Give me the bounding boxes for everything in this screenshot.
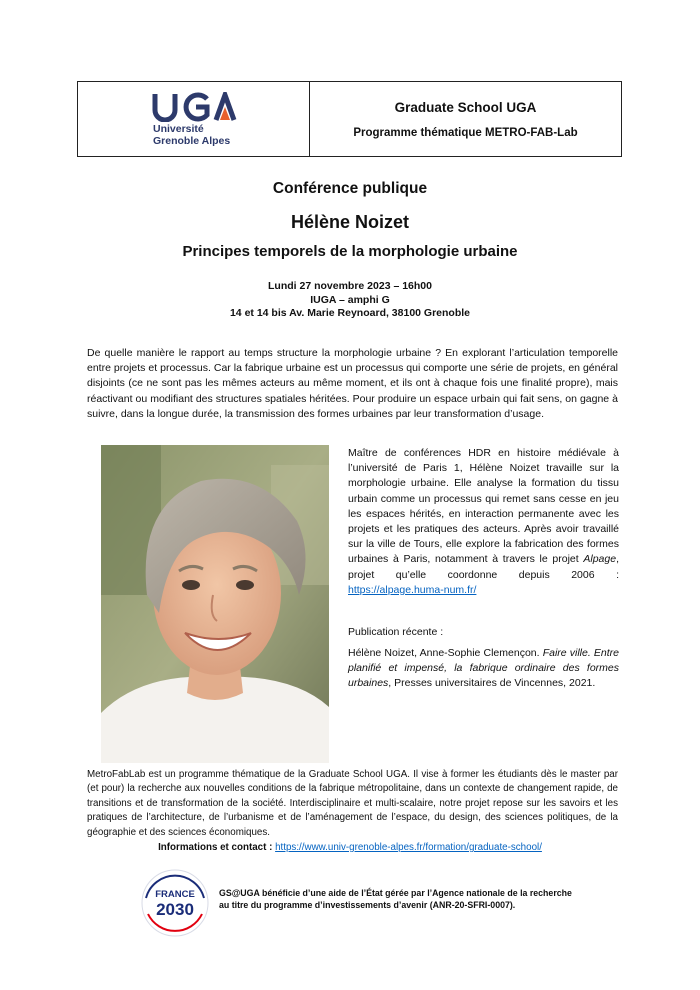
bio-text-start: Maître de conférences HDR en histoire médiévale à l’université de Paris 1, Hélène Noizet travaille sur la morphologie urbaine. Elle analyse la formation du tissu urbain comme un processus qui remet sans cesse en jeu les espaces hérités, en interaction permanente avec les projets et les pratiques des acteurs. Après avoir travaillé sur la ville de Tours, elle explore la fabrication des formes urbaines à Paris, notamment à travers le projet (348, 447, 619, 566)
header-titles (310, 82, 621, 156)
uga-logo-line2: Grenoble Alpes (153, 135, 231, 147)
publication-authors: Hélène Noizet, Anne-Sophie Clemençon. (348, 647, 543, 659)
contact-line (0, 842, 700, 853)
graduate-school-title: Graduate School UGA (394, 99, 537, 115)
programme-title: Programme thématique METRO-FAB-Lab (353, 126, 578, 139)
event-type: Conférence publique (272, 180, 428, 197)
event-date: Lundi 27 novembre 2023 – 16h00 (268, 280, 432, 292)
publication-reference (348, 646, 619, 692)
program-description: MetroFabLab est un programme thématique de la Graduate School UGA. Il vise à former les étudiants dès le master par (et pour) la recherche aux nouvelles conditions de la fabrique métropolitaine, dans un contexte de changement rapide, de transitions et de transformation de la société. Interdisciplinaire et multi-scalaire, notre projet repose sur les savoirs et les pratiques de l’architecture, de l’urbanisme et de l’aménagement de l’espace, du design, des sciences politiques, de la géographie et des sciences économiques. (87, 769, 618, 838)
uga-logo-line1: Université (153, 123, 204, 135)
speaker-portrait-image (101, 445, 329, 763)
publication-label: Publication récente : (348, 626, 444, 638)
contact-link[interactable]: https://www.univ-grenoble-alpes.fr/formation/graduate-school/ (275, 842, 542, 853)
abstract-paragraph: De quelle manière le rapport au temps structure la morphologie urbaine ? En explorant l’articulation temporelle entre projets et processus. Car la fabrique urbaine est un processus qui comporte une série de projets, en général disjoints (ce ne sont pas les mêmes acteurs au même moment, et ils ont à chaque fois une finalité propre), mais réactivant ou modifiant des structures spatiales héritées. Pour produire un espace urbain qui fait sens, on gagne à suivre, dans la longue durée, la transmission des formes urbaines par leur transformation d’usage. (87, 347, 618, 420)
event-details (0, 280, 700, 321)
publication-details: , Presses universitaires de Vincennes, 2021. (388, 677, 596, 690)
france-2030-logo-line2: 2030 (156, 900, 194, 919)
uga-logo-mark (152, 92, 238, 122)
publication-title: Faire ville. Entre planifié et impensé, la fabrique ordinaire des formes urbaines (348, 647, 619, 690)
header-box (77, 81, 622, 157)
france-2030-logo-line1: FRANCE (155, 889, 195, 900)
funding-statement: GS@UGA bénéficie d’une aide de l’État gérée par l’Agence nationale de la recherche au titre du programme d’investissements d’avenir (ANR-20-SFRI-0007). (219, 888, 572, 910)
france-2030-logo (140, 868, 210, 938)
bio-text-end: , projet qu’elle coordonne depuis 2006 : (348, 553, 619, 581)
bio-project-name: Alpage (583, 553, 617, 566)
talk-title: Principes temporels de la morphologie urbaine (182, 243, 518, 260)
event-venue: IUGA – amphi G (310, 293, 390, 306)
uga-logo (78, 82, 310, 156)
contact-label: Informations et contact : (158, 842, 276, 853)
speaker-name: Hélène Noizet (290, 212, 410, 232)
event-address: 14 et 14 bis Av. Marie Reynoard, 38100 Grenoble (229, 307, 471, 319)
speaker-photo (101, 445, 329, 763)
alpage-link[interactable]: https://alpage.huma-num.fr/ (348, 583, 477, 596)
speaker-bio (348, 446, 619, 598)
